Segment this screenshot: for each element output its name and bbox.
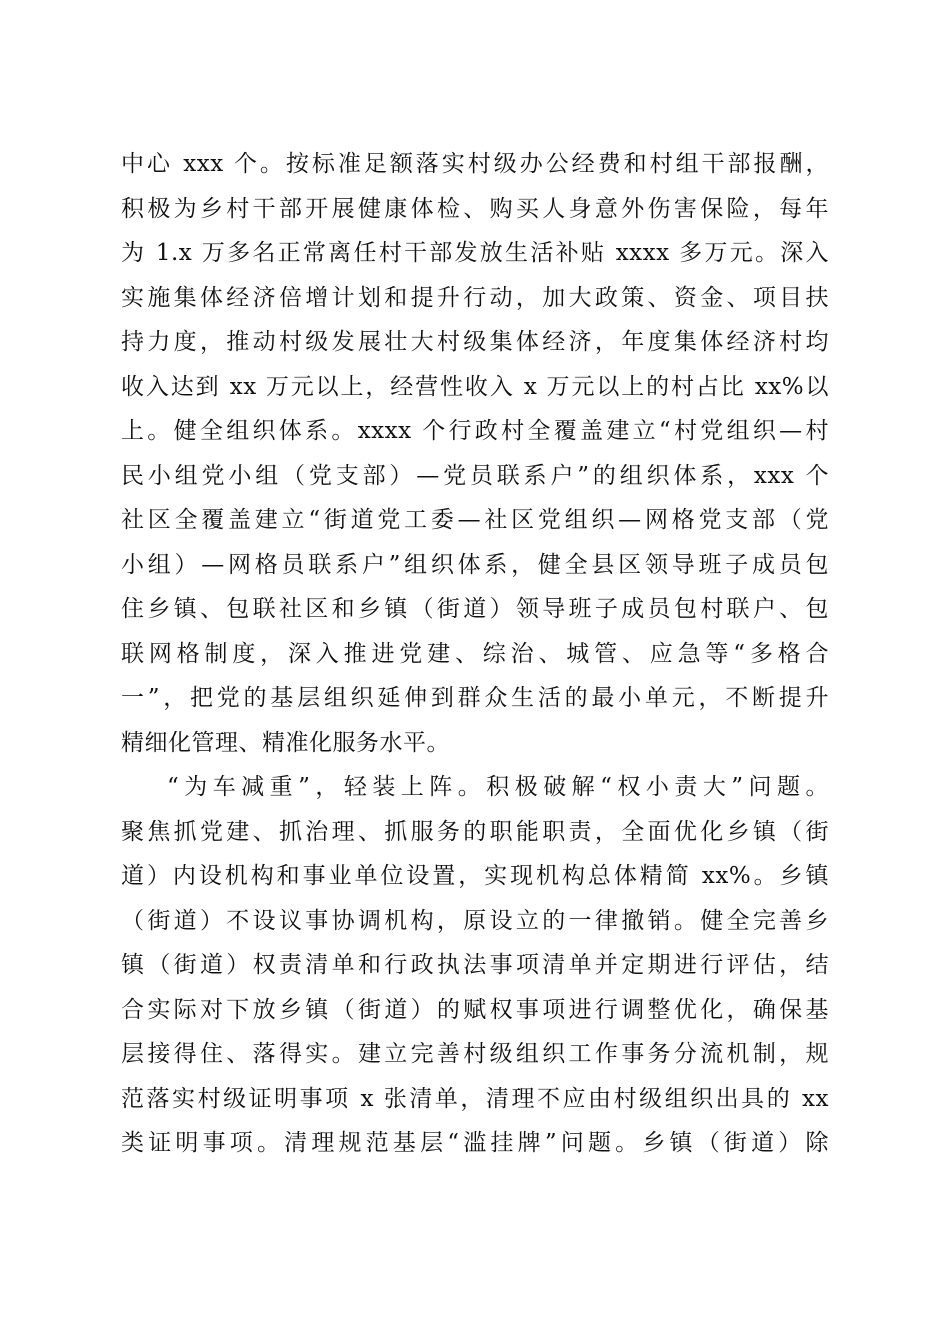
text-line: 实施集体经济倍增计划和提升行动，加大政策、资金、项目扶 — [121, 284, 829, 311]
text-line: 联网格制度，深入推进党建、综治、城管、应急等“多格合 — [121, 640, 829, 667]
text-line: 社区全覆盖建立“街道党工委—社区党组织—网格党支部（党 — [121, 507, 829, 533]
text-line: 上。健全组织体系。xxxx 个行政村全覆盖建立“村党组织—村 — [121, 418, 829, 444]
text-line: 为 1.x 万多名正常离任村干部发放生活补贴 xxxx 多万元。深入 — [121, 240, 829, 266]
text-line: 积极为乡村干部开展健康体检、购买人身意外伤害保险，每年 — [121, 195, 829, 222]
body-text — [121, 142, 829, 1166]
text-line: 精细化管理、精准化服务水平。 — [121, 729, 450, 756]
text-line: 镇（街道）权责清单和行政执法事项清单并定期进行评估，结 — [121, 952, 829, 978]
paragraph-1 — [121, 142, 829, 765]
text-line: 收入达到 xx 万元以上，经营性收入 x 万元以上的村占比 xx%以 — [121, 373, 829, 400]
text-line: 道）内设机构和事业单位设置，实现机构总体精简 xx%。乡镇 — [121, 863, 829, 889]
paragraph-2 — [121, 765, 829, 1166]
text-line: 一”，把党的基层组织延伸到群众生活的最小单元，不断提升 — [121, 685, 829, 711]
text-line: 聚焦抓党建、抓治理、抓服务的职能职责，全面优化乡镇（街 — [121, 818, 829, 845]
text-line: 民小组党小组（党支部）—党员联系户”的组织体系，xxx 个 — [121, 462, 829, 489]
text-line: “为车减重”，轻装上阵。积极破解“权小责大”问题。 — [167, 774, 829, 800]
text-line: 类证明事项。清理规范基层“滥挂牌”问题。乡镇（街道）除 — [121, 1130, 829, 1156]
text-line: 住乡镇、包联社区和乡镇（街道）领导班子成员包村联户、包 — [121, 596, 829, 622]
text-line: 合实际对下放乡镇（街道）的赋权事项进行调整优化，确保基 — [121, 996, 829, 1023]
text-line: 层接得住、落得实。建立完善村级组织工作事务分流机制，规 — [121, 1041, 829, 1067]
text-line: 小组）—网格员联系户”组织体系，健全县区领导班子成员包 — [121, 551, 829, 578]
text-line: 持力度，推动村级发展壮大村级集体经济，年度集体经济村均 — [121, 329, 829, 355]
text-line: （街道）不设议事协调机构，原设立的一律撤销。健全完善乡 — [121, 907, 829, 934]
text-line: 中心 xxx 个。按标准足额落实村级办公经费和村组干部报酬， — [121, 151, 829, 177]
text-line: 范落实村级证明事项 x 张清单，清理不应由村级组织出具的 xx — [121, 1085, 829, 1112]
